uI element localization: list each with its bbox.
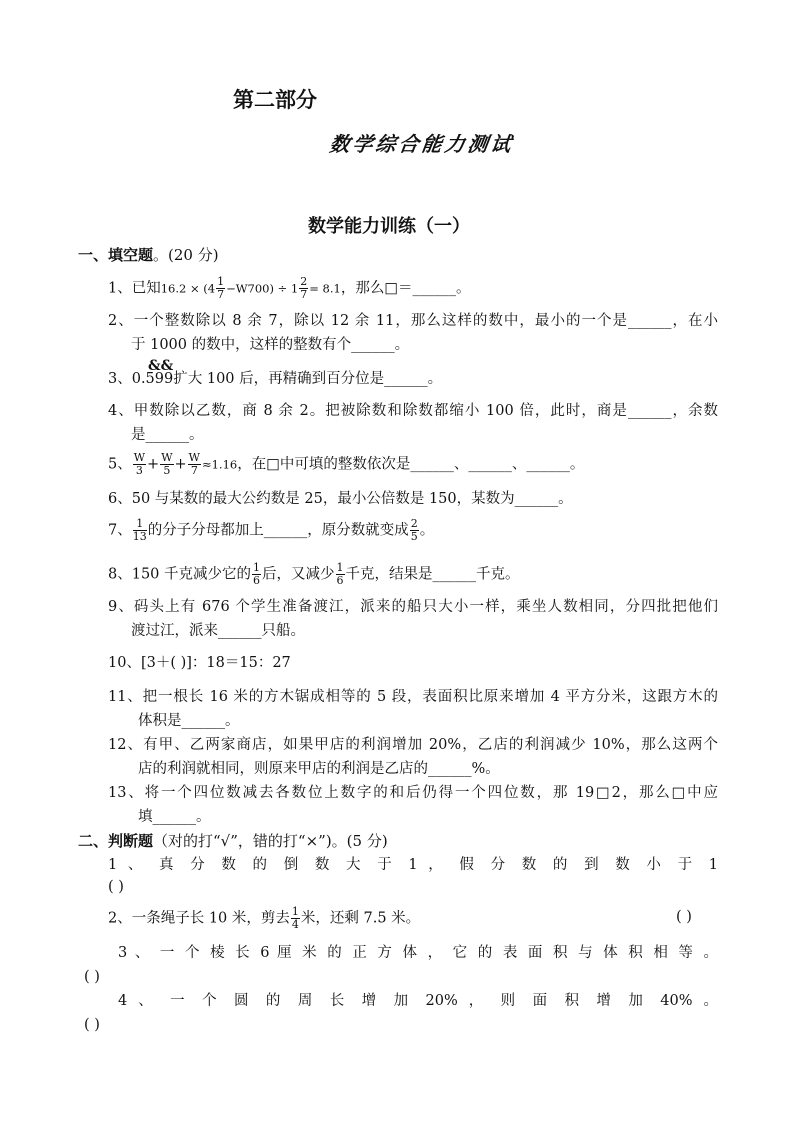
q8-fraction-2: $\frac{1}{6}$ bbox=[336, 561, 344, 587]
question-4-line-1: 4、甲数除以乙数，商 8 余 2。把被除数和除数都缩小 100 倍，此时，商是______，余数 bbox=[108, 403, 718, 419]
question-8 bbox=[108, 562, 520, 587]
question-6: 6、50 与某数的最大公约数是 25，最小公倍数是 150，某数为______。 bbox=[108, 491, 573, 507]
question-11-line-2: 体积是______。 bbox=[138, 713, 240, 729]
section2-heading-label: 二、判断题 bbox=[78, 832, 154, 850]
judge-1-answer: ( ) bbox=[108, 879, 124, 895]
question-11-line-1: 11、把一根长 16 米的方木锯成相等的 5 段，表面积比原来增加 4 平方分米，这跟方木的 bbox=[108, 689, 718, 705]
q7-fraction-2: $\frac{2}{5}$ bbox=[410, 517, 418, 543]
q5-fraction-b: $\frac{W}{5}$ bbox=[161, 451, 173, 477]
q8-suffix: 千克，结果是______千克。 bbox=[345, 566, 520, 583]
judge-1-line-1: 1 、 真 分 数 的 倒 数 大 于 1 ， 假 分 数 的 到 数 小 于 1 bbox=[108, 857, 718, 873]
q1-expr-a: 16.2 × (4 bbox=[160, 281, 216, 296]
judge-4-line-1: 4 、 一 个 圆 的 周 长 增 加 20% ， 则 面 积 增 加 40% 。 bbox=[118, 993, 718, 1009]
question-12-line-1: 12、有甲、乙两家商店，如果甲店的利润增加 20%，乙店的利润减少 10%，那么这两个 bbox=[108, 737, 718, 753]
q7-middle: 的分子分母都加上______，原分数就变成 bbox=[147, 522, 409, 539]
question-9-line-2: 渡过江，派来______只船。 bbox=[131, 623, 305, 639]
question-7 bbox=[108, 518, 434, 543]
section1-heading-label: 一、填空题 bbox=[78, 246, 154, 264]
q5-approx: ≈1.16 bbox=[201, 457, 238, 472]
j2-prefix: 2、一条绳子长 10 米，剪去 bbox=[108, 910, 290, 927]
question-12-line-2: 店的利润就相同，则原来甲店的利润是乙店的______%。 bbox=[138, 761, 500, 777]
q1-expr-b: −W700) ÷ 1 bbox=[226, 281, 299, 296]
question-10: 10、[3＋( )]：18＝15：27 bbox=[108, 655, 291, 671]
q5-fraction-a: $\frac{W}{3}$ bbox=[133, 451, 146, 477]
q5-prefix: 5、 bbox=[108, 456, 132, 473]
question-5: 5、 $\frac{W}{3}$ + $\frac{W}{5}$ + $\frac{W}{7}$ ≈1.16，在□中可填的整数依次是______、______、______。 bbox=[108, 451, 585, 477]
q8-fraction-1: $\frac{1}{6}$ bbox=[253, 561, 261, 587]
q8-middle: 后，又减少 bbox=[262, 566, 335, 583]
q1-suffix: ，那么□＝______。 bbox=[340, 280, 471, 297]
q1-expr-c: = 8.1 bbox=[309, 281, 341, 296]
judge-3-answer: ( ) bbox=[84, 969, 100, 985]
q1-prefix: 1、已知 bbox=[108, 280, 161, 297]
q5-suffix: ，在□中可填的整数依次是______、______、______。 bbox=[237, 456, 585, 473]
section2-heading bbox=[78, 830, 388, 851]
q3-repeat-mark: && bbox=[148, 358, 174, 374]
question-13-line-2: 填______。 bbox=[138, 809, 211, 825]
question-1 bbox=[108, 276, 471, 301]
page-title: 数学能力训练（一） bbox=[308, 216, 470, 237]
question-4-line-2: 是______。 bbox=[131, 427, 204, 443]
judge-2 bbox=[108, 906, 420, 931]
test-subtitle: 数学综合能力测试 bbox=[328, 132, 516, 156]
question-13-line-1: 13、将一个四位数减去各数位上数字的和后仍得一个四位数，那 19□2，那么□中应 bbox=[108, 785, 718, 801]
q7-suffix: 。 bbox=[419, 522, 435, 539]
question-3: 3、0.599扩大 100 后，再精确到百分位是______。 bbox=[108, 371, 443, 387]
q5-fraction-c: $\frac{W}{7}$ bbox=[188, 451, 200, 477]
judge-3-line-1: 3 、 一 个 棱 长 6 厘 米 的 正 方 体 ， 它 的 表 面 积 与 体 积 相 等 。 bbox=[118, 945, 718, 961]
q7-prefix: 7、 bbox=[108, 522, 132, 539]
question-2-line-2: 于 1000 的数中，这样的整数有个______。 bbox=[131, 337, 410, 353]
question-9-line-1: 9、码头上有 676 个学生准备渡江，派来的船只大小一样，乘坐人数相同，分四批把他们 bbox=[108, 599, 718, 615]
judge-4-answer: ( ) bbox=[84, 1017, 100, 1033]
j2-fraction: $\frac{1}{4}$ bbox=[291, 905, 299, 931]
part-heading: 第二部分 bbox=[233, 87, 317, 112]
section2-heading-instruction: （对的打“√”，错的打“×”)。(5 分) bbox=[153, 832, 388, 850]
q1-fraction-1: $\frac{1}{7}$ bbox=[217, 275, 225, 301]
section1-heading bbox=[78, 244, 219, 265]
question-2-line-1: 2、一个整数除以 8 余 7，除以 12 余 11，那么这样的数中，最小的一个是______，在小 bbox=[108, 313, 718, 329]
q8-prefix: 8、150 千克减少它的 bbox=[108, 566, 252, 583]
section1-heading-score: 。(20 分) bbox=[153, 246, 219, 264]
q7-fraction-1: $\frac{1}{13}$ bbox=[132, 517, 147, 543]
judge-2-answer: ( ) bbox=[676, 909, 692, 925]
j2-suffix: 米，还剩 7.5 米。 bbox=[300, 910, 421, 927]
q1-fraction-2: $\frac{2}{7}$ bbox=[300, 275, 308, 301]
